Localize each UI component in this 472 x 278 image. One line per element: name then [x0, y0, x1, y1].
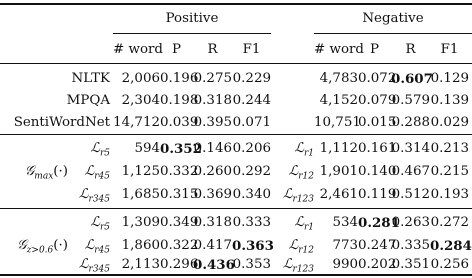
positive-value: 0.039 [160, 115, 199, 130]
negative-value: 0.579 [391, 93, 430, 108]
gmax-negative-value: 0.213 [430, 141, 469, 156]
negative-value: 10,751 [314, 115, 361, 130]
gmax-negative-value: 0.119 [358, 187, 397, 202]
positive-col-header: P [171, 42, 181, 57]
gmax-negative-value: 0.314 [391, 141, 430, 156]
gmax-negative-value: 1,112 [319, 141, 358, 156]
gmax-positive-value: 0.206 [232, 141, 271, 156]
gz-positive-value: 1,860 [121, 238, 160, 253]
negative-value: 0.015 [358, 115, 397, 130]
gz-positive-value: 1,309 [121, 215, 160, 230]
gz-negative-value: 534 [332, 215, 358, 230]
negative-value: 4,152 [319, 93, 358, 108]
gz-negative-value: 0.202 [358, 257, 397, 272]
negative-col-header: R [405, 42, 416, 57]
gz-positive-value: 0.318 [193, 215, 232, 230]
gz-positive-lexicon: ℒ$_{r345}$ [78, 257, 110, 275]
gmax-negative-lexicon: ℒ$_{r123}$ [282, 187, 314, 205]
gmax-group-label: 𝒢$_{max}$(·) [24, 164, 68, 182]
gmax-negative-value: 0.193 [430, 187, 469, 202]
section-rule-2 [0, 208, 472, 209]
lexicon-name: MPQA [66, 93, 110, 108]
positive-value: 0.275 [193, 71, 232, 86]
positive-header-rule [113, 33, 271, 34]
gmax-positive-lexicon: ℒ$_{r5}$ [90, 141, 110, 159]
positive-col-header: R [207, 42, 218, 57]
gz-negative-lexicon: ℒ$_{r12}$ [288, 238, 314, 256]
negative-value: 0.288 [391, 115, 430, 130]
gz-negative-value: 0.256 [430, 257, 469, 272]
gz-positive-value: 0.436 [193, 257, 235, 273]
positive-value: 0.071 [232, 115, 271, 130]
gz-positive-value: 0.322 [160, 238, 199, 253]
gmax-positive-value: 0.340 [232, 187, 271, 202]
gmax-negative-value: 0.161 [358, 141, 397, 156]
positive-col-header: # word [113, 42, 163, 57]
gmax-negative-value: 0.467 [391, 164, 430, 179]
gz-negative-value: 0.247 [358, 238, 397, 253]
negative-value: 0.029 [430, 115, 469, 130]
gmax-negative-value: 0.140 [358, 164, 397, 179]
gmax-positive-value: 0.292 [232, 164, 271, 179]
gmax-positive-value: 0.260 [193, 164, 232, 179]
gmax-negative-lexicon: ℒ$_{r1}$ [294, 141, 314, 159]
gmax-negative-value: 0.512 [391, 187, 430, 202]
lexicon-name: NLTK [71, 71, 110, 86]
negative-value: 0.607 [391, 71, 433, 87]
gz-positive-value: 0.296 [160, 257, 199, 272]
gz-negative-value: 0.335 [391, 238, 430, 253]
negative-col-header: # word [314, 42, 364, 57]
negative-value: 0.129 [430, 71, 469, 86]
gz-negative-value: 0.351 [391, 257, 430, 272]
negative-col-header: P [369, 42, 379, 57]
negative-value: 0.079 [358, 93, 397, 108]
gz-positive-value: 0.417 [193, 238, 232, 253]
positive-value: 0.395 [193, 115, 232, 130]
positive-value: 2,304 [121, 93, 160, 108]
negative-value: 0.139 [430, 93, 469, 108]
negative-value: 0.072 [358, 71, 397, 86]
positive-value: 0.318 [193, 93, 232, 108]
positive-value: 0.229 [232, 71, 271, 86]
positive-value: 2,006 [121, 71, 160, 86]
gmax-negative-value: 0.215 [430, 164, 469, 179]
positive-header: Positive [165, 11, 219, 26]
gmax-positive-value: 594 [134, 141, 160, 156]
gmax-positive-value: 0.315 [160, 187, 199, 202]
gz-positive-lexicon: ℒ$_{r5}$ [90, 215, 110, 233]
negative-header-rule [314, 33, 472, 34]
gmax-negative-value: 2,461 [319, 187, 358, 202]
gz-negative-value: 0.284 [430, 238, 472, 254]
lexicon-name: SentiWordNet [13, 115, 110, 130]
header-bottom-rule [0, 63, 472, 64]
positive-col-header: F1 [242, 42, 261, 57]
gz-negative-value: 773 [332, 238, 358, 253]
positive-value: 0.198 [160, 93, 199, 108]
gmax-positive-value: 0.369 [193, 187, 232, 202]
gz-positive-value: 0.349 [160, 215, 199, 230]
gz-negative-value: 0.263 [391, 215, 430, 230]
gz-negative-lexicon: ℒ$_{r1}$ [294, 215, 314, 233]
gz-negative-value: 990 [332, 257, 358, 272]
gmax-positive-value: 0.146 [193, 141, 232, 156]
gz-positive-value: 0.353 [232, 257, 271, 272]
top-rule [0, 3, 472, 5]
gmax-positive-value: 1,685 [121, 187, 160, 202]
positive-value: 0.196 [160, 71, 199, 86]
gz-negative-value: 0.281 [358, 215, 400, 231]
positive-value: 14,712 [113, 115, 160, 130]
gz-negative-lexicon: ℒ$_{r123}$ [282, 257, 314, 275]
positive-value: 0.244 [232, 93, 271, 108]
gmax-positive-value: 0.352 [160, 141, 202, 157]
gz-negative-value: 0.272 [430, 215, 469, 230]
gz-positive-lexicon: ℒ$_{r45}$ [84, 238, 110, 256]
gmax-negative-lexicon: ℒ$_{r12}$ [288, 164, 314, 182]
gz-positive-value: 0.363 [232, 238, 274, 254]
negative-col-header: F1 [440, 42, 459, 57]
negative-header: Negative [362, 11, 424, 26]
gz-group-label: 𝒢$_{z>0.6}$(·) [17, 238, 68, 256]
gz-positive-value: 2,113 [121, 257, 160, 272]
gmax-positive-lexicon: ℒ$_{r345}$ [78, 187, 110, 205]
gz-positive-value: 0.333 [232, 215, 271, 230]
section-rule-1 [0, 134, 472, 135]
gmax-positive-lexicon: ℒ$_{r45}$ [84, 164, 110, 182]
gmax-negative-value: 1,901 [319, 164, 358, 179]
negative-value: 4,783 [319, 71, 358, 86]
gmax-positive-value: 0.332 [160, 164, 199, 179]
gmax-positive-value: 1,125 [121, 164, 160, 179]
